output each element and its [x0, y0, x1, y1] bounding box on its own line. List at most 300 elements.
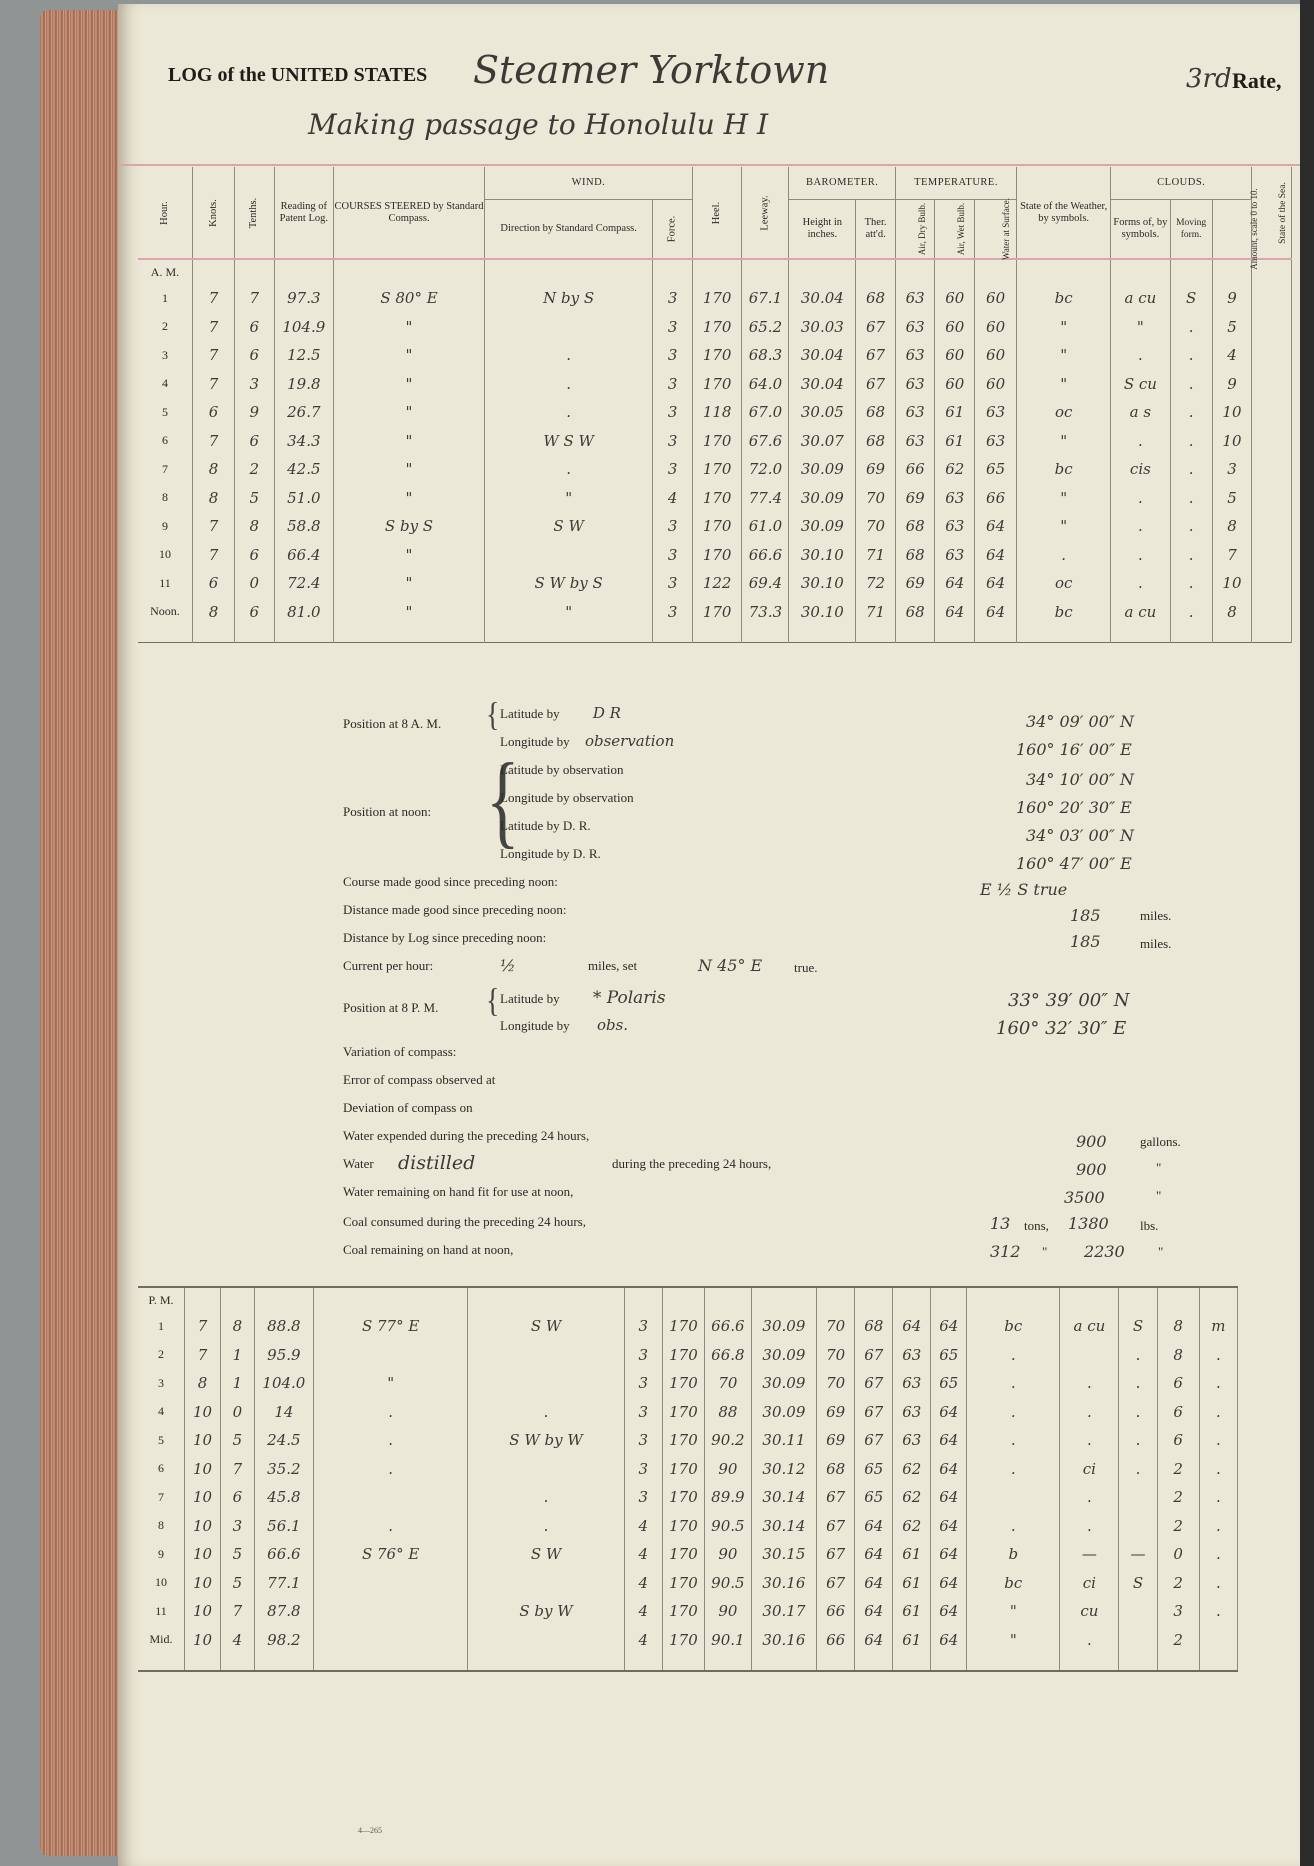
- cell-course: [313, 1597, 467, 1626]
- col-heel: Heel.: [692, 167, 742, 259]
- cell-amount: 8: [1212, 598, 1252, 627]
- current-set-value: N 45° E: [698, 956, 763, 975]
- cell-amount: 5: [1212, 313, 1252, 342]
- cell-water: 64: [931, 1483, 967, 1512]
- cell-ther: 67: [856, 313, 896, 342]
- col-sea: State of the Sea.: [1252, 167, 1292, 259]
- cell-hour: Noon.: [138, 598, 192, 627]
- cell-course: [313, 1341, 467, 1370]
- cell-leeway: 70: [705, 1369, 752, 1398]
- cell-height: 30.09: [789, 484, 856, 513]
- cell-height: 30.10: [789, 569, 856, 598]
- cell-knots: 10: [185, 1569, 221, 1598]
- cell-water: 64: [931, 1512, 967, 1541]
- cell-force: 3: [653, 598, 693, 627]
- cell-dry: 63: [895, 341, 935, 370]
- cell-weather: .: [967, 1426, 1060, 1455]
- cell-ther: 71: [856, 541, 896, 570]
- cell-tenths: 0: [235, 569, 275, 598]
- cell-moving: S: [1170, 284, 1212, 313]
- water-distilled-value: distilled: [398, 1152, 476, 1174]
- cell-log: 98.2: [254, 1626, 313, 1655]
- cell-wet: 60: [935, 313, 975, 342]
- cell-course: S 77° E: [313, 1312, 467, 1341]
- cell-leeway: 73.3: [742, 598, 789, 627]
- coal-remaining-lbs: 2230: [1084, 1242, 1125, 1261]
- cell-dry: 63: [895, 427, 935, 456]
- cell-course: ": [334, 398, 485, 427]
- cell-ther: 67: [856, 341, 896, 370]
- section-label-row: [138, 259, 1292, 284]
- coal-consumed-tons: 13: [990, 1214, 1011, 1233]
- cell-force: 3: [653, 341, 693, 370]
- pos8am-lat-label: Latitude by D R: [500, 704, 621, 722]
- section-label-row: [138, 1287, 1238, 1312]
- water-remaining-value: 3500: [1064, 1188, 1105, 1207]
- cell-weather: ": [1017, 313, 1111, 342]
- lbs-label: lbs.: [1140, 1218, 1159, 1233]
- table-row: [138, 1512, 1238, 1541]
- current-true-label: true.: [794, 960, 818, 975]
- cell-water: 64: [931, 1398, 967, 1427]
- cell-force: 3: [624, 1341, 662, 1370]
- cell-knots: 10: [185, 1626, 221, 1655]
- cell-sea: [1199, 1626, 1237, 1655]
- cell-sea: .: [1199, 1369, 1237, 1398]
- col-wind-force: Force.: [653, 199, 693, 259]
- cell-hour: 5: [138, 1426, 185, 1455]
- cell-moving: —: [1119, 1540, 1157, 1569]
- cell-leeway: 66.6: [705, 1312, 752, 1341]
- cell-dry: 63: [895, 398, 935, 427]
- cell-course: ": [334, 370, 485, 399]
- cell-wind: [468, 1369, 624, 1398]
- cell-hour: 5: [138, 398, 192, 427]
- cell-force: 4: [624, 1626, 662, 1655]
- cell-wind: .: [468, 1483, 624, 1512]
- cell-knots: 10: [185, 1597, 221, 1626]
- cell-wind: [485, 541, 653, 570]
- cell-tenths: 0: [220, 1398, 254, 1427]
- cell-forms: .: [1111, 541, 1170, 570]
- cell-dry: 67: [855, 1341, 893, 1370]
- cell-forms: ci: [1060, 1569, 1119, 1598]
- cell-wet: 61: [893, 1597, 931, 1626]
- cell-moving: .: [1170, 455, 1212, 484]
- cell-weather: .: [967, 1341, 1060, 1370]
- cell-log: 42.5: [274, 455, 333, 484]
- cell-force: 4: [624, 1540, 662, 1569]
- cell-force: 3: [624, 1426, 662, 1455]
- table-row: [138, 1341, 1238, 1370]
- cell-knots: 8: [192, 455, 234, 484]
- cell-weather: bc: [1017, 455, 1111, 484]
- cell-water: 64: [931, 1426, 967, 1455]
- cell-hour: 1: [138, 284, 192, 313]
- cell-height: 30.15: [751, 1540, 817, 1569]
- table-row: [138, 1569, 1238, 1598]
- cell-wet: 63: [893, 1398, 931, 1427]
- cell-hour: 11: [138, 1597, 185, 1626]
- cell-ther: 68: [856, 427, 896, 456]
- cell-forms: .: [1060, 1512, 1119, 1541]
- cell-leeway: 66.6: [742, 541, 789, 570]
- brace-noon-icon: {: [486, 743, 520, 859]
- cell-leeway: 65.2: [742, 313, 789, 342]
- cell-sea: .: [1199, 1540, 1237, 1569]
- cell-height: 30.17: [751, 1597, 817, 1626]
- section-label: A. M.: [138, 259, 192, 284]
- cell-water: 64: [975, 598, 1017, 627]
- pos8pm-lon-label: Longitude by obs.: [500, 1016, 629, 1034]
- cell-weather: .: [967, 1398, 1060, 1427]
- cell-water: 63: [975, 427, 1017, 456]
- cell-ther: 67: [856, 370, 896, 399]
- col-air-wet: Air, Wet Bulb.: [935, 199, 975, 259]
- cell-weather: .: [1017, 541, 1111, 570]
- cell-log: 35.2: [254, 1455, 313, 1484]
- noon-lon-dr-value: 160° 47′ 00″ E: [1016, 854, 1132, 873]
- current-mid-label: miles, set: [588, 958, 638, 973]
- cell-hour: 1: [138, 1312, 185, 1341]
- cell-dry: 69: [895, 569, 935, 598]
- cell-moving: .: [1170, 598, 1212, 627]
- cell-tenths: 6: [220, 1483, 254, 1512]
- cell-leeway: 88: [705, 1398, 752, 1427]
- cell-wind: S W by S: [485, 569, 653, 598]
- cell-dry: 64: [855, 1512, 893, 1541]
- course-good-value: E ½ S true: [980, 880, 1068, 899]
- cell-tenths: 7: [235, 284, 275, 313]
- cell-wind: .: [485, 341, 653, 370]
- col-baro-height: Height in inches.: [789, 199, 856, 259]
- cell-wind: ": [485, 598, 653, 627]
- cell-heel: 170: [692, 541, 742, 570]
- cell-heel: 170: [662, 1483, 704, 1512]
- col-temperature: TEMPERATURE.: [895, 167, 1016, 199]
- current-label: Current per hour:: [343, 958, 434, 973]
- coal-remaining-label: Coal remaining on hand at noon,: [343, 1242, 514, 1257]
- cell-knots: 7: [192, 370, 234, 399]
- cell-moving: .: [1170, 484, 1212, 513]
- cell-wind: .: [468, 1398, 624, 1427]
- cell-hour: 10: [138, 541, 192, 570]
- cell-water: 64: [931, 1597, 967, 1626]
- cell-amount: 2: [1157, 1512, 1199, 1541]
- cell-hour: 6: [138, 427, 192, 456]
- cell-amount: 6: [1157, 1426, 1199, 1455]
- cell-sea: m: [1199, 1312, 1237, 1341]
- cell-height: 30.05: [789, 398, 856, 427]
- cell-leeway: 66.8: [705, 1341, 752, 1370]
- tons-label: tons,: [1024, 1218, 1049, 1233]
- cell-weather: bc: [967, 1312, 1060, 1341]
- cell-hour: 7: [138, 1483, 185, 1512]
- cell-heel: 170: [692, 284, 742, 313]
- cell-sea: [1252, 455, 1292, 484]
- cell-hour: 9: [138, 512, 192, 541]
- cell-leeway: 72.0: [742, 455, 789, 484]
- cell-dry: 67: [855, 1398, 893, 1427]
- ditto-mark-3: ": [1042, 1244, 1048, 1259]
- passage-note: Making passage to Honolulu H I: [308, 108, 769, 141]
- cell-ther: 70: [817, 1341, 855, 1370]
- cell-heel: 170: [662, 1426, 704, 1455]
- cell-water: 64: [931, 1626, 967, 1655]
- cell-tenths: 8: [235, 512, 275, 541]
- cell-force: 3: [653, 541, 693, 570]
- cell-log: 88.8: [254, 1312, 313, 1341]
- cell-wind: [485, 313, 653, 342]
- cell-hour: 11: [138, 569, 192, 598]
- cell-course: [313, 1569, 467, 1598]
- cell-tenths: 3: [235, 370, 275, 399]
- cell-dry: 66: [895, 455, 935, 484]
- cell-moving: .: [1170, 398, 1212, 427]
- cell-log: 12.5: [274, 341, 333, 370]
- cell-heel: 170: [692, 512, 742, 541]
- noon-label: Position at noon:: [343, 804, 432, 819]
- pos8pm-lat-label: Latitude by * Polaris: [500, 988, 666, 1008]
- cell-water: 66: [975, 484, 1017, 513]
- coal-remaining-tons: 312: [990, 1242, 1021, 1261]
- cell-amount: 8: [1157, 1341, 1199, 1370]
- cell-water: 65: [975, 455, 1017, 484]
- cell-height: 30.11: [751, 1426, 817, 1455]
- cell-ther: 71: [856, 598, 896, 627]
- table-row: [138, 598, 1292, 627]
- cell-forms: [1060, 1341, 1119, 1370]
- cell-hour: 10: [138, 1569, 185, 1598]
- cell-force: 3: [624, 1398, 662, 1427]
- cell-forms: a cu: [1060, 1312, 1119, 1341]
- cell-dry: 64: [855, 1569, 893, 1598]
- cell-amount: 10: [1212, 398, 1252, 427]
- cell-hour: 2: [138, 1341, 185, 1370]
- cell-moving: .: [1170, 569, 1212, 598]
- cell-force: 3: [624, 1483, 662, 1512]
- cell-wet: 62: [893, 1483, 931, 1512]
- cell-log: 51.0: [274, 484, 333, 513]
- table-row: [138, 1540, 1238, 1569]
- cell-heel: 170: [692, 484, 742, 513]
- cell-knots: 10: [185, 1426, 221, 1455]
- cell-wet: 64: [893, 1312, 931, 1341]
- col-leeway: Leeway.: [742, 167, 789, 259]
- cell-ther: 68: [856, 398, 896, 427]
- cell-tenths: 6: [235, 598, 275, 627]
- cell-knots: 7: [192, 427, 234, 456]
- cell-course: S by S: [334, 512, 485, 541]
- cell-sea: [1252, 341, 1292, 370]
- cell-wet: 64: [935, 598, 975, 627]
- dist-log-value: 185: [1070, 932, 1101, 951]
- lat-obs-label: Latitude by observation: [500, 762, 624, 777]
- cell-tenths: 5: [220, 1426, 254, 1455]
- cell-amount: 8: [1212, 512, 1252, 541]
- cell-amount: 2: [1157, 1455, 1199, 1484]
- cell-weather: bc: [1017, 598, 1111, 627]
- deviation-label: Deviation of compass on: [343, 1100, 473, 1115]
- cell-moving: .: [1170, 512, 1212, 541]
- cell-sea: .: [1199, 1398, 1237, 1427]
- cell-log: 24.5: [254, 1426, 313, 1455]
- table-row: [138, 455, 1292, 484]
- table-row: [138, 341, 1292, 370]
- cell-force: 3: [653, 512, 693, 541]
- col-water-surface: Water at Surface.: [975, 199, 1017, 259]
- cell-leeway: 67.0: [742, 398, 789, 427]
- cell-hour: 8: [138, 484, 192, 513]
- cell-moving: .: [1170, 541, 1212, 570]
- cell-heel: 170: [662, 1512, 704, 1541]
- cell-hour: 8: [138, 1512, 185, 1541]
- cell-leeway: 69.4: [742, 569, 789, 598]
- cell-sea: [1252, 284, 1292, 313]
- cell-forms: .: [1060, 1626, 1119, 1655]
- table-row: [138, 1597, 1238, 1626]
- cell-weather: ": [1017, 512, 1111, 541]
- cell-dry: 68: [895, 541, 935, 570]
- col-cloud-moving: Moving form.: [1170, 199, 1212, 259]
- cell-water: 64: [931, 1540, 967, 1569]
- cell-water: 60: [975, 284, 1017, 313]
- cell-course: ": [313, 1369, 467, 1398]
- course-good-label: Course made good since preceding noon:: [343, 874, 558, 889]
- cell-knots: 7: [192, 541, 234, 570]
- col-air-dry: Air, Dry Bulb.: [895, 199, 935, 259]
- cell-log: 66.6: [254, 1540, 313, 1569]
- cell-forms: ": [1111, 313, 1170, 342]
- cell-forms: .: [1060, 1369, 1119, 1398]
- cell-hour: 4: [138, 370, 192, 399]
- table-row: [138, 541, 1292, 570]
- cell-force: 3: [624, 1455, 662, 1484]
- cell-forms: .: [1111, 484, 1170, 513]
- cell-dry: 63: [895, 284, 935, 313]
- cell-hour: Mid.: [138, 1626, 185, 1655]
- col-cloud-amount: Amount, scale 0 to 10.: [1212, 199, 1252, 259]
- cell-wet: 64: [935, 569, 975, 598]
- cell-heel: 170: [692, 313, 742, 342]
- cell-forms: a cu: [1111, 284, 1170, 313]
- cell-moving: .: [1119, 1369, 1157, 1398]
- cell-force: 4: [653, 484, 693, 513]
- cell-sea: [1252, 598, 1292, 627]
- cell-forms: —: [1060, 1540, 1119, 1569]
- cell-amount: 7: [1212, 541, 1252, 570]
- cell-log: 104.0: [254, 1369, 313, 1398]
- cell-sea: .: [1199, 1455, 1237, 1484]
- cell-wet: 62: [935, 455, 975, 484]
- cell-knots: 6: [192, 569, 234, 598]
- cell-log: 104.9: [274, 313, 333, 342]
- log-page: [118, 4, 1300, 1866]
- cell-moving: S: [1119, 1312, 1157, 1341]
- cell-water: 64: [975, 569, 1017, 598]
- water-label: Water: [343, 1156, 374, 1171]
- ditto-mark-4: ": [1158, 1244, 1164, 1259]
- cell-course: .: [313, 1398, 467, 1427]
- cell-sea: [1252, 398, 1292, 427]
- cell-height: 30.04: [789, 370, 856, 399]
- table-row: [138, 1455, 1238, 1484]
- cell-sea: [1252, 541, 1292, 570]
- cell-water: 64: [975, 541, 1017, 570]
- pos8am-lat-value: 34° 09′ 00″ N: [1026, 712, 1134, 731]
- cell-course: ": [334, 569, 485, 598]
- col-cloud-forms: Forms of, by symbols.: [1111, 199, 1170, 259]
- cell-heel: 170: [662, 1398, 704, 1427]
- cell-dry: 63: [895, 370, 935, 399]
- cell-dry: 69: [895, 484, 935, 513]
- cell-amount: 2: [1157, 1626, 1199, 1655]
- cell-knots: 6: [192, 398, 234, 427]
- cell-forms: .: [1111, 427, 1170, 456]
- cell-height: 30.09: [751, 1341, 817, 1370]
- cell-moving: [1119, 1626, 1157, 1655]
- dist-log-label: Distance by Log since preceding noon:: [343, 930, 547, 945]
- cell-amount: 9: [1212, 284, 1252, 313]
- cell-log: 97.3: [274, 284, 333, 313]
- cell-moving: .: [1119, 1426, 1157, 1455]
- cell-height: 30.09: [751, 1369, 817, 1398]
- cell-course: ": [334, 598, 485, 627]
- table-row-spacer: [138, 626, 1292, 643]
- cell-forms: .: [1060, 1483, 1119, 1512]
- cell-knots: 7: [185, 1312, 221, 1341]
- cell-ther: 67: [817, 1540, 855, 1569]
- cell-dry: 68: [855, 1312, 893, 1341]
- cell-forms: .: [1111, 341, 1170, 370]
- cell-hour: 2: [138, 313, 192, 342]
- cell-wet: 61: [893, 1569, 931, 1598]
- cell-water: 60: [975, 370, 1017, 399]
- table-row: [138, 569, 1292, 598]
- cell-moving: .: [1170, 370, 1212, 399]
- cell-ther: 70: [856, 484, 896, 513]
- cell-leeway: 90.5: [705, 1569, 752, 1598]
- cell-force: 3: [653, 398, 693, 427]
- cell-height: 30.09: [789, 512, 856, 541]
- table-row: [138, 427, 1292, 456]
- gallons-label: gallons.: [1140, 1134, 1181, 1149]
- cell-wind: [468, 1455, 624, 1484]
- cell-course: ": [334, 484, 485, 513]
- lon-obs-label: Longitude by observation: [500, 790, 634, 805]
- cell-wind: .: [485, 370, 653, 399]
- cell-log: 77.1: [254, 1569, 313, 1598]
- water-expended-label: Water expended during the preceding 24 hours,: [343, 1128, 590, 1143]
- cell-water: 60: [975, 341, 1017, 370]
- cell-knots: 8: [185, 1369, 221, 1398]
- cell-moving: .: [1170, 427, 1212, 456]
- cell-wet: 63: [935, 484, 975, 513]
- cell-wet: 63: [893, 1369, 931, 1398]
- header-rule: [118, 164, 1300, 166]
- cell-height: 30.04: [789, 284, 856, 313]
- cell-sea: .: [1199, 1341, 1237, 1370]
- cell-log: 26.7: [274, 398, 333, 427]
- table-row: [138, 284, 1292, 313]
- cell-ther: 72: [856, 569, 896, 598]
- cell-leeway: 90.2: [705, 1426, 752, 1455]
- rate-value: 3rd: [1186, 64, 1232, 94]
- cell-log: 95.9: [254, 1341, 313, 1370]
- cell-wind: S W: [485, 512, 653, 541]
- cell-wet: 63: [935, 541, 975, 570]
- cell-force: 3: [653, 427, 693, 456]
